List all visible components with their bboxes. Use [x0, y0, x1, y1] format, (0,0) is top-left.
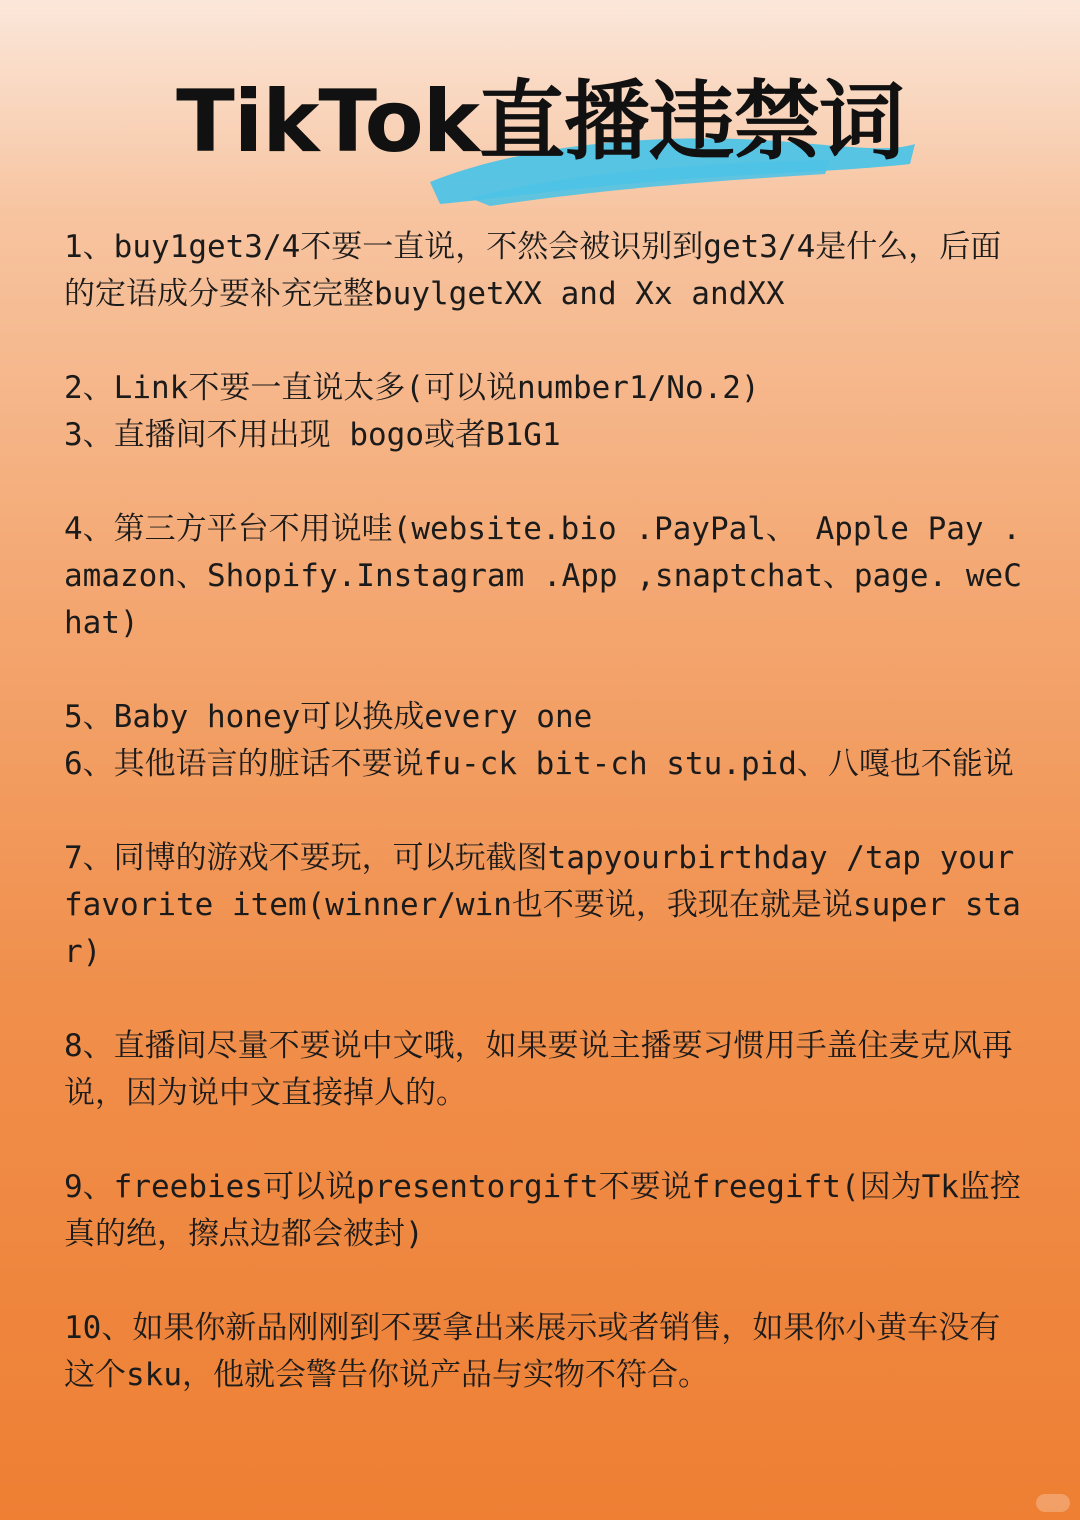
list-item: 4、第三方平台不用说哇(website.bio .PayPal、 Apple Pay .amazon、Shopify.Instagram .App ,snaptchat、page. weChat): [64, 511, 1022, 641]
list-item: 7、同博的游戏不要玩，可以玩截图tapyourbirthday /tap your favorite item(winner/win也不要说，我现在就是说super star): [64, 840, 1021, 970]
list-item: 9、freebies可以说presentorgift不要说freegift(因为Tk监控真的绝，擦点边都会被封): [64, 1169, 1021, 1252]
list-item: 10、如果你新品刚刚到不要拿出来展示或者销售，如果你小黄车没有这个sku，他就会警告你说产品与实物不符合。: [64, 1310, 1001, 1393]
rules-list: [64, 224, 1030, 1399]
list-item: 3、直播间不用出现 bogo或者B1G1: [64, 417, 561, 453]
list-item: 8、直播间尽量不要说中文哦，如果要说主播要习惯用手盖住麦克风再说，因为说中文直接掉人的。: [64, 1028, 1013, 1111]
page-title: TikTok直播违禁词: [176, 72, 904, 172]
list-item: 5、Baby honey可以换成every one: [64, 699, 593, 735]
list-item: 6、其他语言的脏话不要说fu-ck bit-ch stu.pid、八嘎也不能说: [64, 746, 1014, 782]
watermark-badge: [1036, 1494, 1070, 1512]
title-block: [0, 72, 1080, 202]
list-item: 1、buy1get3/4不要一直说，不然会被识别到get3/4是什么，后面的定语成分要补充完整buylgetXX and Xx andXX: [64, 229, 1002, 312]
list-item: 2、Link不要一直说太多(可以说number1/No.2): [64, 370, 760, 406]
